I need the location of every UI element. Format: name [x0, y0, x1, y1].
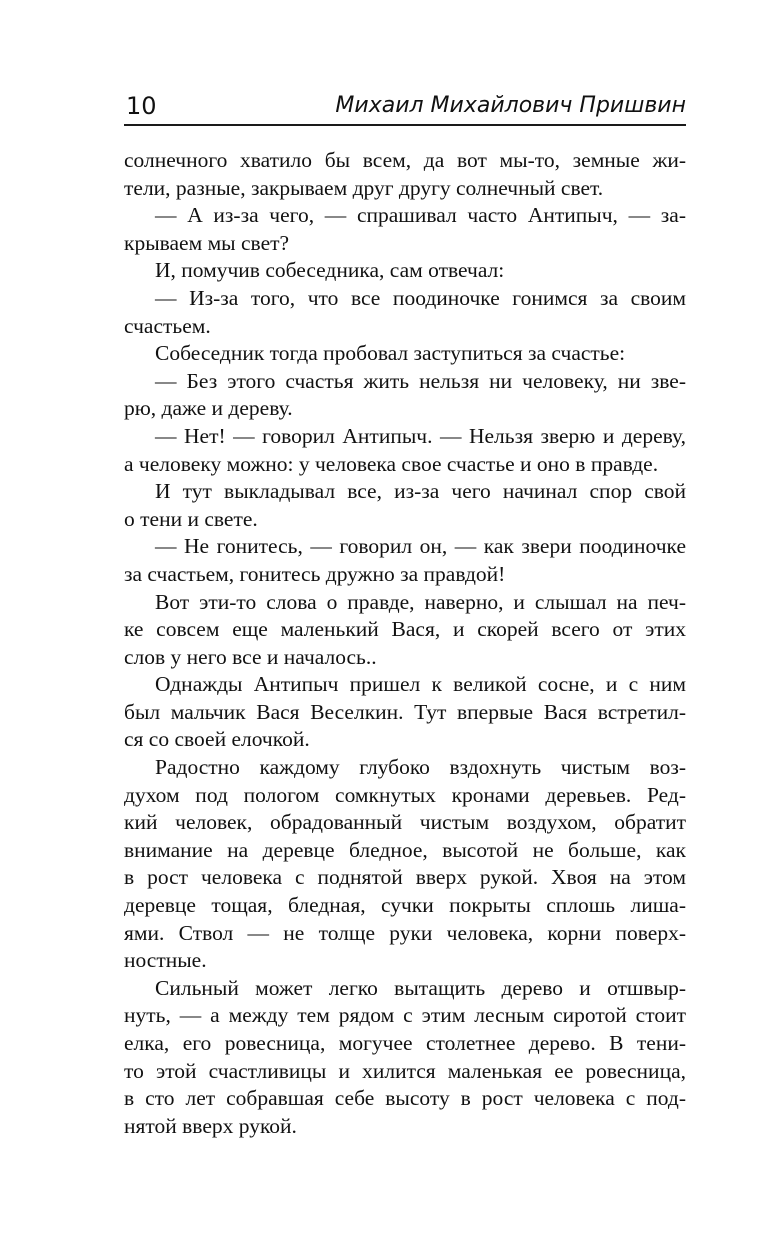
text-line: — Нет! — говорил Антипыч. — Нельзя зверю и дереву,: [155, 423, 686, 448]
paragraph: [124, 423, 686, 478]
text-line: ся со своей елочкой.: [124, 727, 310, 752]
page-header: [124, 88, 686, 126]
paragraph: [124, 533, 686, 588]
text-line: в рост человека с поднятой вверх рукой. Хвоя на этом: [124, 865, 686, 890]
text-line: слов у него все и началось..: [124, 644, 377, 669]
text-line: И тут выкладывал все, из-за чего начинал спор свой: [155, 479, 686, 504]
text-line: Вот эти-то слова о правде, наверно, и слышал на печ-: [155, 589, 686, 614]
text-line: духом под пологом сомкнутых кронами деревьев. Ред-: [124, 782, 686, 807]
paragraph: [124, 975, 686, 1141]
text-line: Собеседник тогда пробовал заступиться за счастье:: [155, 341, 626, 366]
text-line: о тени и свете.: [124, 506, 258, 531]
text-line: деревце тощая, бледная, сучки покрыты сплошь лиша-: [124, 893, 686, 918]
text-line: ностные.: [124, 948, 207, 973]
text-line: Сильный может легко вытащить дерево и отшвыр-: [155, 975, 686, 1000]
running-head-author: Михаил Михайлович Пришвин: [335, 93, 686, 118]
text-line: крываем мы свет?: [124, 230, 290, 255]
paragraph: [124, 202, 686, 257]
text-line: счастьем.: [124, 313, 211, 338]
text-line: кий человек, обрадованный чистым воздухом, обратит: [124, 810, 686, 835]
text-line: Однажды Антипыч пришел к великой сосне, и с ним: [155, 672, 686, 697]
text-line: солнечного хватило бы всем, да вот мы-то, земные жи-: [124, 148, 686, 172]
paragraph: [124, 368, 686, 423]
text-line: И, помучив собеседника, сам отвечал:: [155, 258, 505, 283]
text-line: Радостно каждому глубоко вздохнуть чистым воз-: [155, 755, 686, 780]
paragraph: [124, 340, 686, 368]
body-text: [124, 147, 686, 1140]
text-line: то этой счастливицы и хилится маленькая ее ровесница,: [124, 1058, 686, 1083]
text-line: ями. Ствол — не толще руки человека, корни поверх-: [124, 920, 686, 945]
text-line: — Не гонитесь, — говорил он, — как звери поодиночке: [155, 534, 686, 559]
text-line: рю, даже и дереву.: [124, 396, 293, 421]
paragraph: [124, 478, 686, 533]
text-line: — Из-за того, что все поодиночке гонимся за своим: [155, 285, 686, 310]
text-line: в сто лет собравшая себе высоту в рост человека с под-: [124, 1086, 686, 1111]
text-line: тели, разные, закрываем друг другу солнечный свет.: [124, 175, 604, 200]
text-line: елка, его ровесница, могучее столетнее дерево. В тени-: [124, 1031, 686, 1055]
text-line: — Без этого счастья жить нельзя ни человеку, ни зве-: [155, 368, 686, 393]
paragraph: [124, 671, 686, 754]
paragraph: [124, 589, 686, 672]
paragraph: [124, 754, 686, 975]
text-line: за счастьем, гонитесь дружно за правдой!: [124, 561, 506, 586]
page-number: 10: [126, 92, 157, 120]
text-line: нуть, — а между тем рядом с этим лесным сиротой стоит: [124, 1003, 686, 1028]
paragraph: [124, 147, 686, 202]
paragraph: [124, 285, 686, 340]
text-line: внимание на деревце бледное, высотой не больше, как: [124, 837, 686, 862]
text-line: был мальчик Вася Веселкин. Тут впервые Вася встретил-: [124, 699, 686, 724]
text-line: а человеку можно: у человека свое счастье и оно в правде.: [124, 451, 659, 476]
text-line: ке совсем еще маленький Вася, и скорей всего от этих: [124, 617, 686, 642]
text-line: — А из-за чего, — спрашивал часто Антипыч, — за-: [155, 203, 686, 228]
text-line: нятой вверх рукой.: [124, 1113, 297, 1138]
paragraph: [124, 257, 686, 285]
